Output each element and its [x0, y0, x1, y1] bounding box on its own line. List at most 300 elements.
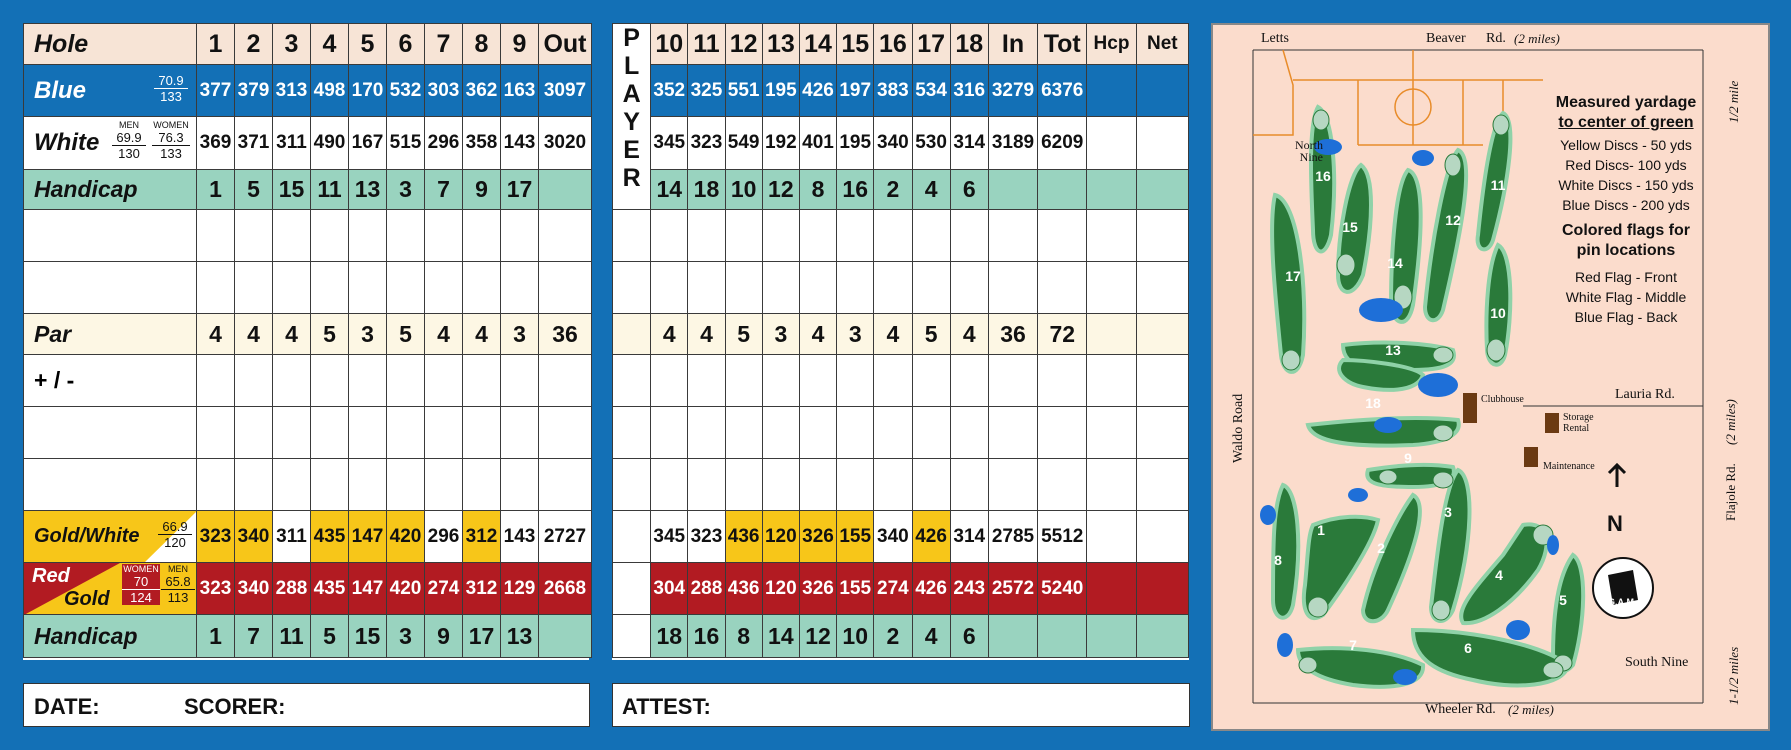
handicap-cell: 17: [501, 170, 539, 210]
player-initial-cell[interactable]: [613, 262, 651, 314]
legend-heading: pin locations: [1576, 242, 1676, 259]
score-cell[interactable]: [1136, 262, 1188, 314]
par-cell: 5: [912, 314, 950, 355]
score-row-player-4: [24, 459, 592, 511]
score-cell[interactable]: [950, 262, 988, 314]
score-cell[interactable]: [463, 262, 501, 314]
score-cell[interactable]: [950, 459, 988, 511]
handicap-cell: [539, 615, 592, 658]
hole-label: Hole: [24, 24, 197, 65]
yardage-cell: 401: [799, 117, 836, 170]
hole-label-11: 11: [1490, 177, 1506, 193]
yardage-cell: 288: [273, 563, 311, 615]
yardage-cell: 325: [688, 65, 725, 117]
score-cell[interactable]: [463, 407, 501, 459]
score-cell[interactable]: [273, 262, 311, 314]
plus-minus-row: [613, 355, 1189, 407]
score-row-player-1: [24, 210, 592, 262]
score-cell[interactable]: [725, 262, 762, 314]
out-total-cell: 3020: [539, 117, 592, 170]
score-cell[interactable]: [1038, 407, 1087, 459]
course-map: [1211, 23, 1770, 731]
score-cell[interactable]: [425, 210, 463, 262]
score-cell[interactable]: [837, 262, 874, 314]
score-cell[interactable]: [273, 355, 311, 407]
score-cell[interactable]: [311, 262, 349, 314]
hole-number: 4: [311, 24, 349, 65]
flajole-road-distance: (2 miles): [1723, 399, 1738, 445]
yardage-cell: 274: [874, 563, 912, 615]
score-cell[interactable]: [799, 355, 836, 407]
score-cell[interactable]: [425, 407, 463, 459]
handicap-row-2: [613, 615, 1189, 658]
hole-label-17: 17: [1285, 268, 1301, 284]
hole-label-5: 5: [1559, 592, 1567, 608]
net-cell: [1136, 511, 1188, 563]
score-cell[interactable]: [988, 355, 1037, 407]
legend-item: Red Flag - Front: [1575, 269, 1677, 285]
attest-box[interactable]: [612, 683, 1190, 727]
score-cell[interactable]: [539, 459, 592, 511]
score-cell[interactable]: [988, 459, 1037, 511]
score-cell[interactable]: [1136, 210, 1188, 262]
white-men-slope: 130: [112, 145, 146, 161]
score-cell[interactable]: [874, 407, 912, 459]
gold-white-slope: 120: [158, 534, 192, 550]
red-women-rating: [122, 564, 160, 605]
yardage-cell: 312: [463, 563, 501, 615]
attest-label: ATTEST:: [622, 694, 711, 719]
handicap-cell: [1087, 170, 1136, 210]
in-total-cell: 3189: [988, 117, 1037, 170]
gold-white-name: Gold/White: [34, 525, 140, 547]
score-cell[interactable]: [837, 459, 874, 511]
par-cell: 4: [463, 314, 501, 355]
score-cell[interactable]: [725, 407, 762, 459]
yardage-cell: 314: [950, 511, 988, 563]
back-nine-table: [612, 23, 1189, 658]
score-cell[interactable]: [912, 407, 950, 459]
plus-minus-row: [24, 355, 592, 407]
blue-slope: 133: [154, 88, 188, 104]
hole-label-16: 16: [1315, 168, 1331, 184]
score-cell[interactable]: [273, 407, 311, 459]
handicap-cell: 13: [501, 615, 539, 658]
player-name-cell[interactable]: [24, 407, 197, 459]
par-cell: 3: [349, 314, 387, 355]
letts-road-label: Letts: [1261, 31, 1289, 46]
handicap-cell: [1136, 615, 1188, 658]
hole-number: 5: [349, 24, 387, 65]
par-cell: 4: [235, 314, 273, 355]
handicap-cell: 16: [688, 615, 725, 658]
score-cell[interactable]: [651, 355, 688, 407]
map-legend: [1531, 93, 1721, 327]
score-cell[interactable]: [387, 459, 425, 511]
score-cell[interactable]: [762, 459, 799, 511]
red-gold-tee-row: [24, 563, 592, 615]
score-cell[interactable]: [349, 210, 387, 262]
lauria-road-label: Lauria Rd.: [1615, 387, 1675, 402]
score-cell[interactable]: [874, 355, 912, 407]
score-cell[interactable]: [651, 210, 688, 262]
white-women-course-rating: 76.3: [158, 130, 184, 145]
yardage-cell: 288: [688, 563, 725, 615]
score-cell[interactable]: [799, 407, 836, 459]
hole-number: 12: [725, 24, 762, 65]
date-scorer-box[interactable]: [23, 683, 590, 727]
score-cell[interactable]: [651, 459, 688, 511]
total-header: Tot: [1038, 24, 1087, 65]
score-cell[interactable]: [311, 210, 349, 262]
handicap-cell: 4: [912, 170, 950, 210]
par-cell: 36: [988, 314, 1037, 355]
net-cell: [1136, 65, 1188, 117]
score-cell[interactable]: [349, 262, 387, 314]
score-cell[interactable]: [197, 210, 235, 262]
hole-number: 2: [235, 24, 273, 65]
in-total-cell: 3279: [988, 65, 1037, 117]
score-cell[interactable]: [501, 262, 539, 314]
hcp-cell: [1087, 563, 1136, 615]
handicap-row: [613, 170, 1189, 210]
handicap-cell: 11: [311, 170, 349, 210]
yardage-cell: 311: [273, 511, 311, 563]
yardage-cell: 312: [463, 511, 501, 563]
hole-number: 9: [501, 24, 539, 65]
score-cell[interactable]: [235, 459, 273, 511]
handicap-label: Handicap: [24, 615, 197, 658]
score-cell[interactable]: [837, 355, 874, 407]
score-cell[interactable]: [197, 262, 235, 314]
legend-item: Red Discs- 100 yds: [1565, 157, 1687, 173]
player-letter: P: [623, 24, 640, 52]
player-initial-cell[interactable]: [613, 210, 651, 262]
gold-men-slope: 113: [161, 589, 195, 605]
player-letter: L: [623, 52, 640, 80]
yardage-cell: 143: [501, 511, 539, 563]
score-cell[interactable]: [349, 355, 387, 407]
blue-tee-row: [613, 65, 1189, 117]
score-cell[interactable]: [613, 407, 651, 459]
hcp-cell: [1087, 511, 1136, 563]
out-header: Out: [539, 24, 592, 65]
score-cell[interactable]: [311, 459, 349, 511]
par-cell: 4: [425, 314, 463, 355]
yardage-cell: 358: [463, 117, 501, 170]
player-name-cell[interactable]: [24, 262, 197, 314]
handicap-cell: 11: [273, 615, 311, 658]
flajole-road-label: Flajole Rd.: [1723, 463, 1738, 521]
hole-label-1: 1: [1317, 522, 1325, 538]
hole-label-18: 18: [1365, 395, 1381, 411]
score-cell[interactable]: [197, 355, 235, 407]
north-indicator-label: N: [1607, 511, 1623, 536]
score-cell[interactable]: [311, 355, 349, 407]
score-cell[interactable]: [1038, 210, 1087, 262]
score-cell[interactable]: [235, 355, 273, 407]
handicap-row: [24, 170, 592, 210]
handicap-cell: 5: [311, 615, 349, 658]
score-cell[interactable]: [463, 210, 501, 262]
grand-total-cell: 5512: [1038, 511, 1087, 563]
hcp-cell: [1087, 65, 1136, 117]
yardage-cell: 436: [725, 563, 762, 615]
hole-label-12: 12: [1445, 212, 1461, 228]
handicap-cell: [988, 170, 1037, 210]
score-cell[interactable]: [613, 459, 651, 511]
handicap-cell: 10: [837, 615, 874, 658]
score-cell[interactable]: [912, 210, 950, 262]
gold-label: Gold: [64, 588, 110, 610]
score-cell[interactable]: [688, 459, 725, 511]
hcp-header: Hcp: [1087, 24, 1136, 65]
score-cell[interactable]: [539, 262, 592, 314]
yardage-cell: 323: [197, 563, 235, 615]
men-tag: MEN: [119, 120, 139, 130]
yardage-cell: 340: [235, 511, 273, 563]
handicap-cell: 13: [349, 170, 387, 210]
score-cell[interactable]: [874, 459, 912, 511]
par-cell: 4: [950, 314, 988, 355]
par-cell: 4: [688, 314, 725, 355]
score-cell[interactable]: [197, 459, 235, 511]
yardage-cell: 326: [799, 563, 836, 615]
clubhouse-label: Clubhouse: [1481, 394, 1524, 405]
yardage-cell: 340: [874, 511, 912, 563]
out-total-cell: 2668: [539, 563, 592, 615]
north-arrow-icon: [1609, 465, 1625, 487]
score-cell[interactable]: [1087, 407, 1136, 459]
score-cell[interactable]: [950, 210, 988, 262]
handicap-cell: 8: [725, 615, 762, 658]
score-cell[interactable]: [387, 210, 425, 262]
score-cell[interactable]: [912, 262, 950, 314]
grand-total-cell: 6209: [1038, 117, 1087, 170]
yardage-cell: 383: [874, 65, 912, 117]
score-cell[interactable]: [273, 459, 311, 511]
hole-label-10: 10: [1490, 305, 1506, 321]
yardage-cell: 167: [349, 117, 387, 170]
score-cell[interactable]: [725, 210, 762, 262]
white-tee-name: White: [34, 129, 100, 156]
score-cell[interactable]: [349, 459, 387, 511]
hole-label-9: 9: [1404, 450, 1412, 466]
handicap-cell: 14: [762, 615, 799, 658]
par-cell: [1087, 314, 1136, 355]
par-spacer: [613, 314, 651, 355]
legend-heading: Colored flags for: [1561, 222, 1690, 239]
in-total-cell: 2572: [988, 563, 1037, 615]
white-tee-row: [613, 117, 1189, 170]
score-cell[interactable]: [501, 355, 539, 407]
gold-white-course-rating: 66.9: [162, 519, 188, 534]
handicap-cell: 18: [651, 615, 688, 658]
north-nine-label: North Nine: [1295, 138, 1323, 164]
yardage-cell: 345: [651, 117, 688, 170]
score-cell[interactable]: [651, 262, 688, 314]
par-row: [24, 314, 592, 355]
score-cell[interactable]: [273, 210, 311, 262]
yardage-cell: 170: [349, 65, 387, 117]
hole-number: 18: [950, 24, 988, 65]
score-cell[interactable]: [1038, 459, 1087, 511]
par-cell: 36: [539, 314, 592, 355]
par-cell: 3: [501, 314, 539, 355]
score-cell[interactable]: [725, 355, 762, 407]
hole-number: 11: [688, 24, 725, 65]
score-cell[interactable]: [387, 407, 425, 459]
score-cell[interactable]: [1136, 407, 1188, 459]
hole-number: 1: [197, 24, 235, 65]
score-cell[interactable]: [501, 407, 539, 459]
hole-number: 14: [799, 24, 836, 65]
score-cell[interactable]: [762, 262, 799, 314]
score-cell[interactable]: [651, 407, 688, 459]
yardage-cell: 243: [950, 563, 988, 615]
yardage-cell: 197: [837, 65, 874, 117]
score-cell[interactable]: [387, 262, 425, 314]
score-cell[interactable]: [539, 355, 592, 407]
gold-white-rating: [158, 519, 192, 550]
yardage-cell: 296: [425, 511, 463, 563]
handicap-cell: 12: [799, 615, 836, 658]
player-name-cell[interactable]: [24, 210, 197, 262]
score-cell[interactable]: [799, 262, 836, 314]
handicap-cell: 7: [425, 170, 463, 210]
score-cell[interactable]: [425, 262, 463, 314]
hole-number: 16: [874, 24, 912, 65]
score-cell[interactable]: [197, 407, 235, 459]
score-cell[interactable]: [874, 262, 912, 314]
score-cell[interactable]: [725, 459, 762, 511]
handicap-cell: 6: [950, 170, 988, 210]
yardage-cell: 323: [197, 511, 235, 563]
score-cell[interactable]: [950, 355, 988, 407]
yardage-cell: 192: [762, 117, 799, 170]
score-cell[interactable]: [1087, 459, 1136, 511]
yardage-cell: 155: [837, 563, 874, 615]
yardage-cell: 340: [874, 117, 912, 170]
score-cell[interactable]: [501, 210, 539, 262]
out-total-cell: 3097: [539, 65, 592, 117]
rental-label: Rental: [1563, 423, 1590, 434]
score-cell[interactable]: [762, 355, 799, 407]
par-cell: 4: [651, 314, 688, 355]
score-cell[interactable]: [950, 407, 988, 459]
handicap-cell: 18: [688, 170, 725, 210]
handicap-cell: [539, 170, 592, 210]
yardage-cell: 377: [197, 65, 235, 117]
hole-label-15: 15: [1342, 219, 1358, 235]
score-cell[interactable]: [539, 407, 592, 459]
score-cell[interactable]: [988, 407, 1037, 459]
handicap-cell: 10: [725, 170, 762, 210]
score-cell[interactable]: [235, 407, 273, 459]
hcp-cell: [1087, 117, 1136, 170]
par-cell: 4: [197, 314, 235, 355]
score-cell[interactable]: [762, 210, 799, 262]
handicap-cell: 9: [463, 170, 501, 210]
score-cell[interactable]: [463, 355, 501, 407]
score-cell[interactable]: [1136, 355, 1188, 407]
yardage-cell: 352: [651, 65, 688, 117]
score-cell[interactable]: [799, 210, 836, 262]
score-cell[interactable]: [762, 407, 799, 459]
score-cell[interactable]: [235, 210, 273, 262]
white-tee-row: [24, 117, 592, 170]
gold-men-course-rating: 65.8: [165, 574, 191, 589]
score-cell[interactable]: [1087, 210, 1136, 262]
player-name-cell[interactable]: [24, 459, 197, 511]
yardage-cell: 530: [912, 117, 950, 170]
yardage-cell: 369: [197, 117, 235, 170]
yardage-cell: 340: [235, 563, 273, 615]
score-cell[interactable]: [1038, 355, 1087, 407]
score-cell[interactable]: [988, 262, 1037, 314]
score-cell[interactable]: [874, 210, 912, 262]
handicap-cell: [1038, 615, 1087, 658]
score-cell[interactable]: [837, 210, 874, 262]
score-cell[interactable]: [425, 355, 463, 407]
yardage-cell: 274: [425, 563, 463, 615]
score-cell[interactable]: [688, 355, 725, 407]
legend-heading: to center of green: [1558, 114, 1694, 131]
score-cell[interactable]: [912, 355, 950, 407]
score-cell[interactable]: [912, 459, 950, 511]
women-tag: WOMEN: [123, 564, 159, 574]
score-cell[interactable]: [501, 459, 539, 511]
scorer-label: SCORER:: [184, 694, 286, 719]
handicap-cell: 2: [874, 170, 912, 210]
score-cell[interactable]: [799, 459, 836, 511]
score-cell[interactable]: [463, 459, 501, 511]
yardage-cell: 147: [349, 511, 387, 563]
yardage-cell: 426: [912, 563, 950, 615]
score-cell[interactable]: [837, 407, 874, 459]
score-cell[interactable]: [1087, 262, 1136, 314]
net-cell: [1136, 563, 1188, 615]
hole-label-14: 14: [1387, 255, 1403, 271]
beaver-road-suffix: Rd.: [1486, 31, 1506, 46]
score-cell[interactable]: [1136, 459, 1188, 511]
score-cell[interactable]: [613, 355, 651, 407]
men-tag: MEN: [168, 564, 188, 574]
score-cell[interactable]: [425, 459, 463, 511]
score-cell[interactable]: [688, 262, 725, 314]
yardage-cell: 316: [950, 65, 988, 117]
score-cell[interactable]: [311, 407, 349, 459]
par-label: Par: [24, 314, 197, 355]
score-cell[interactable]: [539, 210, 592, 262]
blue-rating: [154, 73, 188, 104]
gold-white-label: [24, 511, 197, 563]
red-women-course-rating: 70: [133, 574, 149, 589]
score-cell[interactable]: [387, 355, 425, 407]
score-cell[interactable]: [688, 210, 725, 262]
score-cell[interactable]: [235, 262, 273, 314]
yardage-cell: 549: [725, 117, 762, 170]
score-cell[interactable]: [1087, 355, 1136, 407]
score-cell[interactable]: [988, 210, 1037, 262]
red-gold-tee-row: [613, 563, 1189, 615]
handicap-cell: 12: [762, 170, 799, 210]
score-cell[interactable]: [688, 407, 725, 459]
score-cell[interactable]: [1038, 262, 1087, 314]
hole-number: 15: [837, 24, 874, 65]
yardage-cell: 436: [725, 511, 762, 563]
score-cell[interactable]: [349, 407, 387, 459]
